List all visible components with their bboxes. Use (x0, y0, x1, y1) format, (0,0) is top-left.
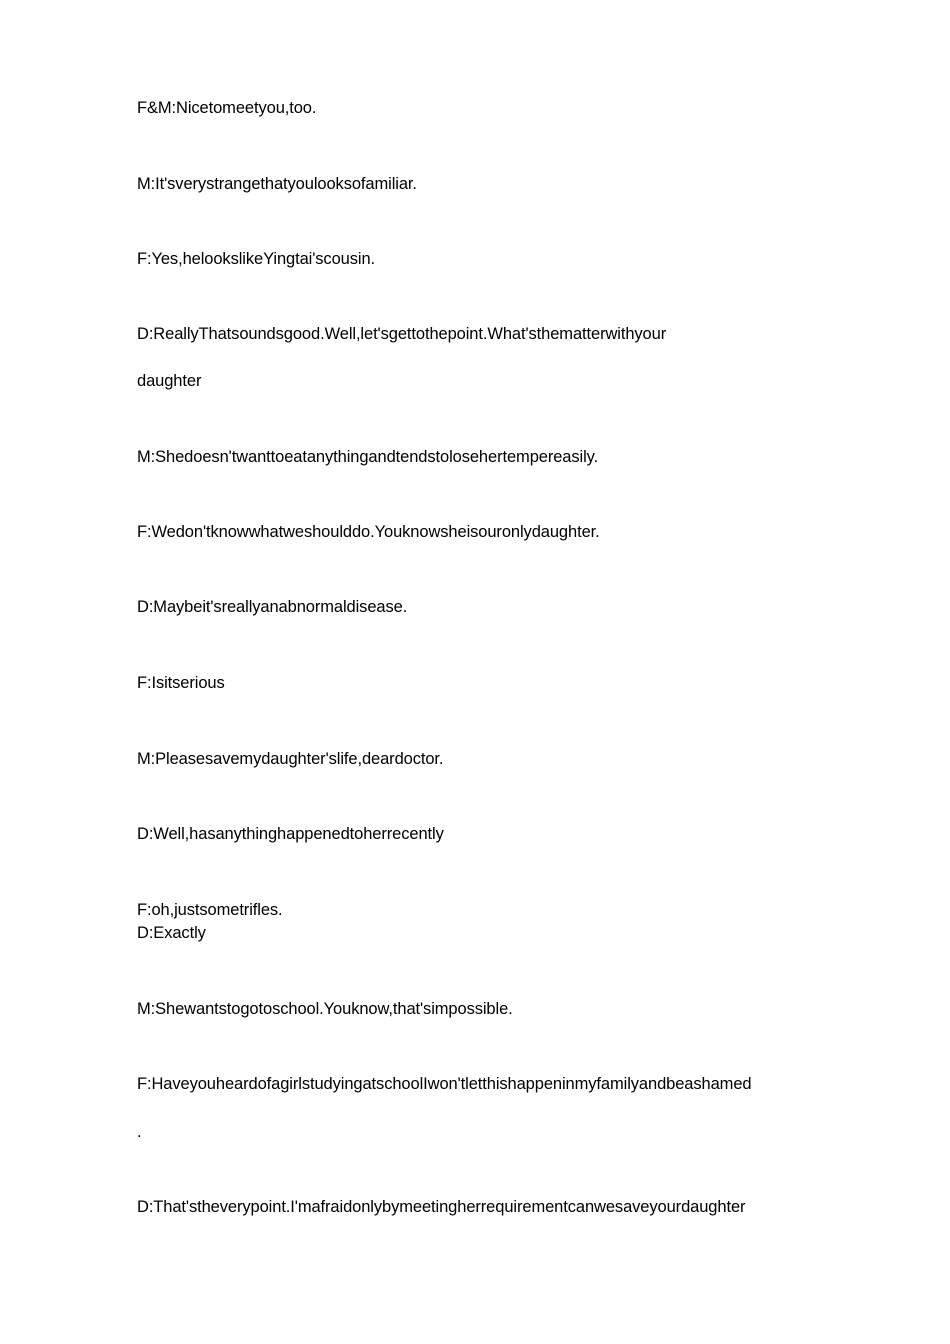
dialogue-line-continuation: . (137, 1123, 142, 1141)
dialogue-line: D:That'stheverypoint.I'mafraidonlybymeetingherrequirementcanwesaveyourdaughter (137, 1198, 746, 1216)
dialogue-line: D:Exactly (137, 924, 206, 942)
dialogue-line: M:Pleasesavemydaughter'slife,deardoctor. (137, 750, 444, 768)
dialogue-line-continuation: daughter (137, 372, 202, 390)
dialogue-line: D:Maybeit'sreallyanabnormaldisease. (137, 598, 408, 616)
dialogue-line: F:Isitserious (137, 674, 225, 692)
dialogue-line: F&M:Nicetomeetyou,too. (137, 99, 317, 117)
dialogue-line: M:Shewantstogotoschool.Youknow,that'simpossible. (137, 1000, 513, 1018)
dialogue-line: F:Wedon'tknowwhatweshoulddo.Youknowsheisouronlydaughter. (137, 523, 600, 541)
dialogue-line: F:HaveyouheardofagirlstudyingatschoolIwon'tletthishappeninmyfamilyandbeashamed (137, 1075, 752, 1093)
dialogue-line: F:oh,justsometrifles. (137, 901, 283, 919)
dialogue-line: F:Yes,helookslikeYingtai'scousin. (137, 250, 376, 268)
dialogue-line: D:ReallyThatsoundsgood.Well,let'sgettothepoint.What'sthematterwithyour (137, 325, 667, 343)
dialogue-line: D:Well,hasanythinghappenedtoherrecently (137, 825, 444, 843)
dialogue-line: M:Shedoesn'twanttoeatanythingandtendstolosehertempereasily. (137, 448, 599, 466)
dialogue-line: M:It'sverystrangethatyoulooksofamiliar. (137, 175, 417, 193)
